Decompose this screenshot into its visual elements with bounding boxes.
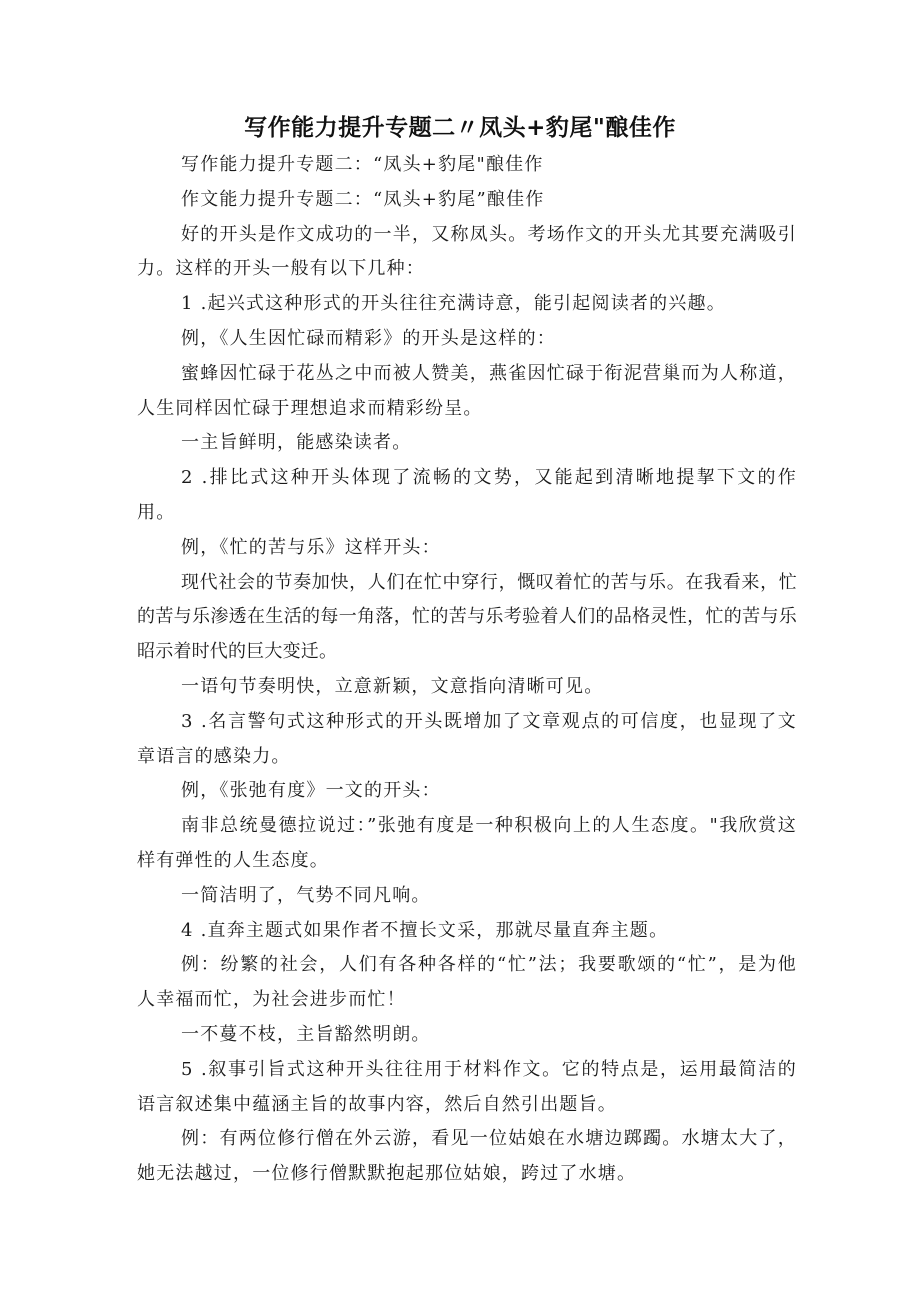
method-3-example-text: 南非总统曼德拉说过：”张弛有度是一种积极向上的人生态度。"我欣赏这样有弹性的人生态度。 bbox=[137, 815, 797, 871]
method-1-example-text: 蜜蜂因忙碌于花丛之中而被人赞美，燕雀因忙碌于衔泥营巢而为人称道，人生同样因忙碌于理想追求而精彩纷呈。 bbox=[137, 362, 797, 419]
document-body bbox=[137, 148, 797, 1192]
method-5-example: 例：有两位修行僧在外云游，看见一位姑娘在水塘边踯躅。水塘太大了，她无法越过，一位修行僧默默抱起那位姑娘，跨过了水塘。 bbox=[137, 1128, 797, 1185]
method-2-example-text: 现代社会的节奏加快，人们在忙中穿行，慨叹着忙的苦与乐。在我看来，忙的苦与乐渗透在生活的每一角落，忙的苦与乐考验着人们的品格灵性，忙的苦与乐昭示着时代的巨大变迁。 bbox=[137, 571, 797, 663]
intro-paragraph: 好的开头是作文成功的一半，又称凤头。考场作文的开头尤其要充满吸引力。这样的开头一般有以下几种： bbox=[137, 223, 797, 280]
method-2-heading: 2 .排比式这种开头体现了流畅的文势，又能起到清晰地提挈下文的作用。 bbox=[137, 467, 797, 523]
subtitle-line-1: 写作能力提升专题二：“凤头+豹尾"酿佳作 bbox=[181, 154, 544, 175]
method-3-comment: 一简洁明了，气势不同凡响。 bbox=[181, 884, 431, 906]
method-1-comment: 一主旨鲜明，能感染读者。 bbox=[181, 432, 412, 454]
method-5-heading: 5 .叙事引旨式这种开头往往用于材料作文。它的特点是，运用最简洁的语言叙述集中蕴涵主旨的故事内容，然后自然引出题旨。 bbox=[137, 1058, 797, 1115]
method-2-example-label: 例，《忙的苦与乐》这样开头： bbox=[181, 536, 441, 558]
method-4-example: 例：纷繁的社会，人们有各种各样的“忙”法；我要歌颂的“忙”，是为他人幸福而忙，为社会进步而忙！ bbox=[137, 954, 797, 1011]
method-2-comment: 一语句节奏明快，立意新颖，文意指向清晰可见。 bbox=[181, 675, 604, 697]
method-1-heading: 1 .起兴式这种形式的开头往往充满诗意，能引起阅读者的兴趣。 bbox=[181, 293, 726, 315]
method-3-heading: 3 .名言警句式这种形式的开头既增加了文章观点的可信度，也显现了文章语言的感染力。 bbox=[137, 710, 797, 767]
method-3-example-label: 例，《张弛有度》一文的开头： bbox=[181, 780, 441, 802]
method-4-comment: 一不蔓不枝，主旨豁然明朗。 bbox=[181, 1023, 431, 1045]
method-1-example-label: 例，《人生因忙碌而精彩》的开头是这样的： bbox=[181, 327, 556, 349]
document-title: 写作能力提升专题二〃凤头+豹尾"酿佳作 bbox=[244, 115, 676, 141]
subtitle-line-2: 作文能力提升专题二：“凤头+豹尾”酿佳作 bbox=[181, 188, 545, 210]
method-4-heading: 4 .直奔主题式如果作者不擅长文采，那就尽量直奔主题。 bbox=[181, 919, 669, 941]
